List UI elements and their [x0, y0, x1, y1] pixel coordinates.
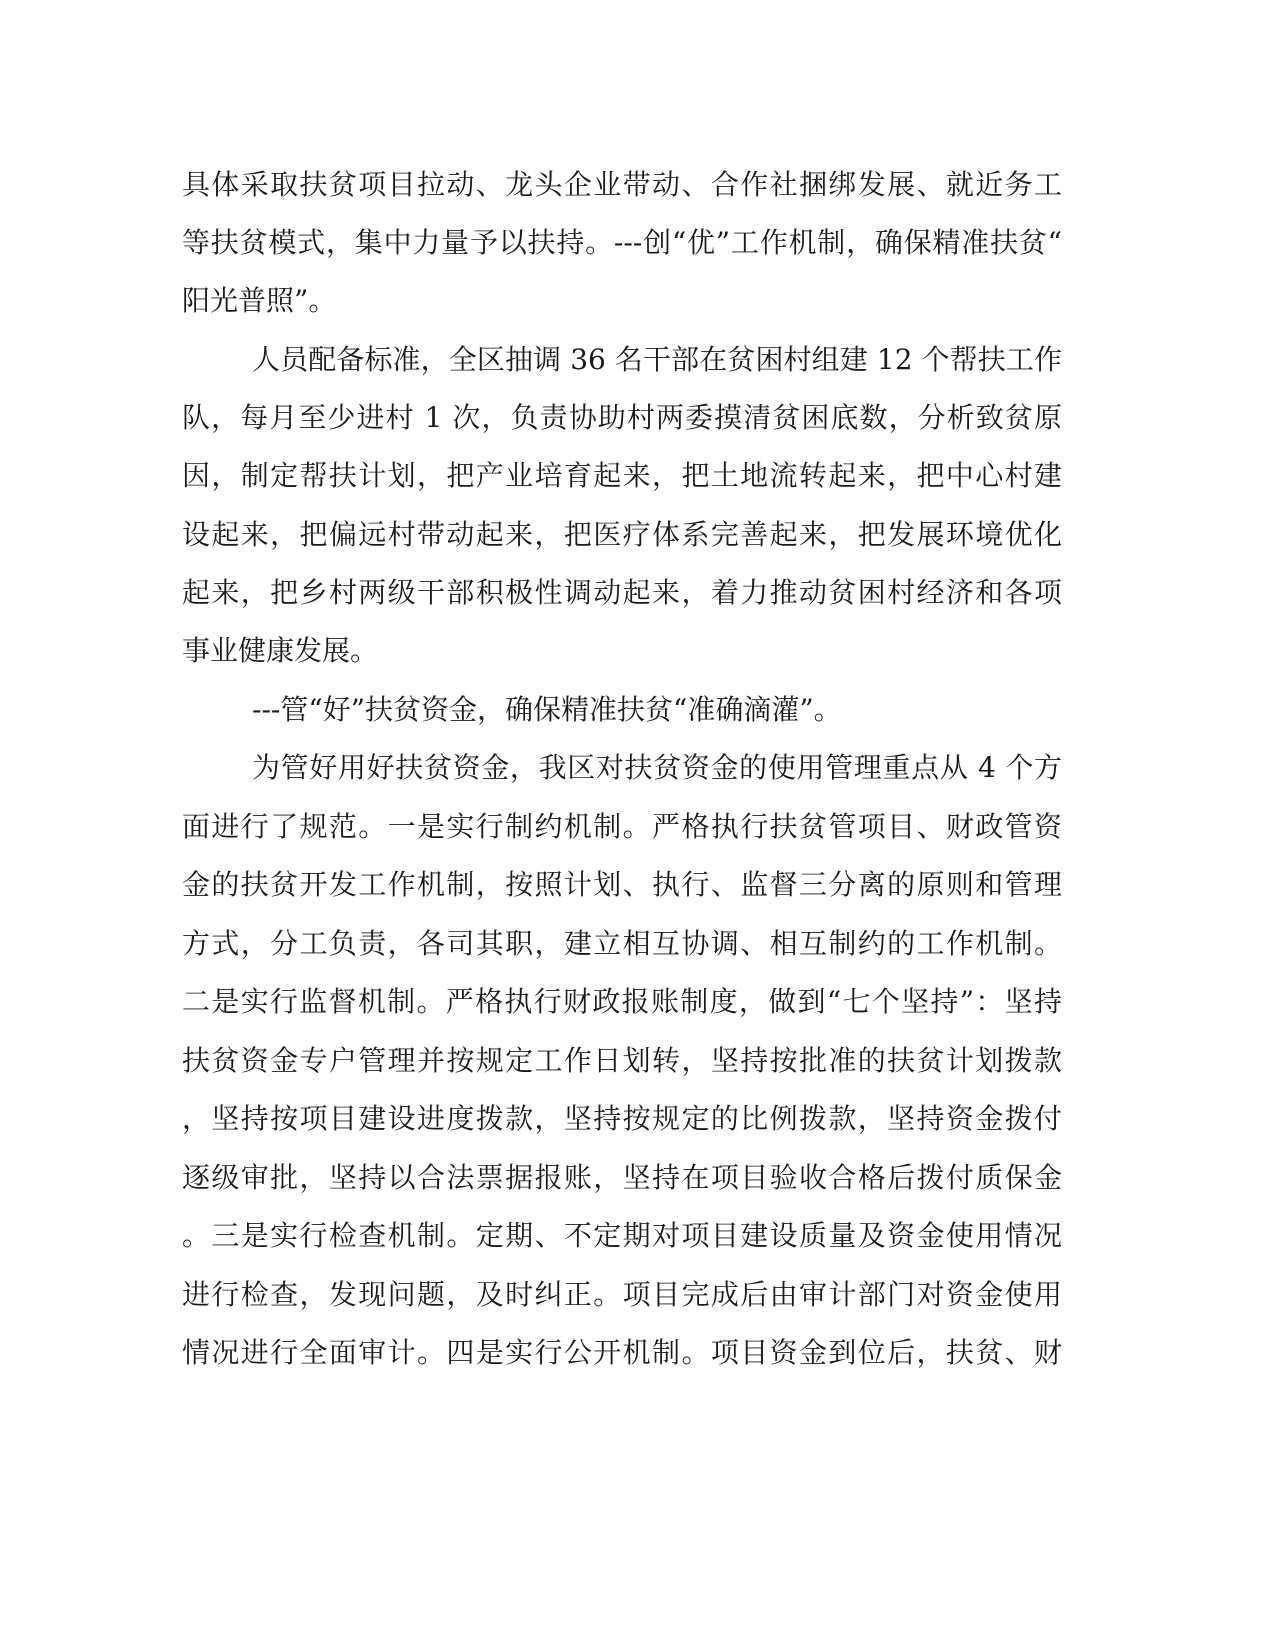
text-line: 逐级审批，坚持以合法票据报账，坚持在项目验收合格后拨付质保金 — [182, 1161, 1062, 1194]
text-line: 进行检查，发现问题，及时纠正。项目完成后由审计部门对资金使用 — [182, 1278, 1062, 1311]
text-line: 为管好用好扶贫资金，我区对扶贫资金的使用管理重点从 4 个方 — [252, 751, 1062, 784]
text-line: 等扶贫模式，集中力量予以扶持。---创“优”工作机制，确保精准扶贫“ — [182, 226, 1062, 259]
text-line: 二是实行监督机制。严格执行财政报账制度，做到“七个坚持”：坚持 — [182, 985, 1062, 1018]
section-heading: ---管“好”扶贫资金，确保精准扶贫“准确滴灌”。 — [252, 693, 842, 726]
text-line: 设起来，把偏远村带动起来，把医疗体系完善起来，把发展环境优化 — [182, 518, 1062, 551]
text-line: 因，制定帮扶计划，把产业培育起来，把土地流转起来，把中心村建 — [182, 459, 1062, 492]
text-line: 队，每月至少进村 1 次，负责协助村两委摸清贫困底数，分析致贫原 — [182, 401, 1062, 434]
text-line: 起来，把乡村两级干部积极性调动起来，着力推动贫困村经济和各项 — [182, 576, 1062, 609]
text-line: 金的扶贫开发工作机制，按照计划、执行、监督三分离的原则和管理 — [182, 868, 1062, 901]
text-line: 阳光普照”。 — [182, 284, 337, 317]
text-line: 方式，分工负责，各司其职，建立相互协调、相互制约的工作机制。 — [182, 927, 1062, 960]
text-line: 面进行了规范。一是实行制约机制。严格执行扶贫管项目、财政管资 — [182, 810, 1062, 843]
text-line: 人员配备标准，全区抽调 36 名干部在贫困村组建 12 个帮扶工作 — [252, 343, 1062, 376]
text-line: 。三是实行检查机制。定期、不定期对项目建设质量及资金使用情况 — [182, 1219, 1062, 1252]
text-line: 事业健康发展。 — [182, 634, 379, 667]
text-line: 具体采取扶贫项目拉动、龙头企业带动、合作社捆绑发展、就近务工 — [182, 168, 1062, 201]
text-line: ，坚持按项目建设进度拨款，坚持按规定的比例拨款，坚持资金拨付 — [182, 1102, 1062, 1135]
text-line: 情况进行全面审计。四是实行公开机制。项目资金到位后，扶贫、财 — [182, 1336, 1062, 1369]
text-line: 扶贫资金专户管理并按规定工作日划转，坚持按批准的扶贫计划拨款 — [182, 1044, 1062, 1077]
